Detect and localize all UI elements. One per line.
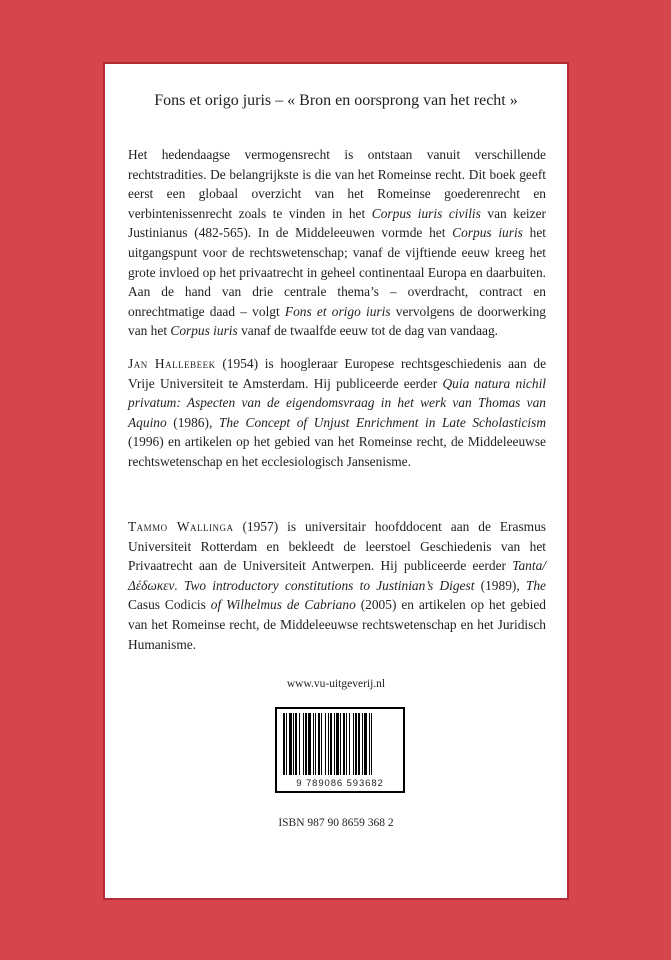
intro-text: het uitgangspunt voor de rechtswetenschap; vanaf de vijftiende eeuw kreeg het grote invloed op het privaatrecht in geheel continentaal Europa en daarbuiten. Aan de hand van drie centrale thema’s – overdracht, contract en onrechtmatige daad – volgt bbox=[128, 225, 546, 319]
barcode-bar bbox=[340, 713, 341, 775]
bio-text: (1996) en artikelen op het gebied van het Romeinse recht, de Middeleeuwse rechtswetenschap en het ecclesiologisch Jansenisme. bbox=[128, 434, 546, 469]
barcode-bar bbox=[343, 713, 345, 775]
intro-text: Het hedendaagse vermogensrecht is ontstaan vanuit verschillende rechtstradities. De belangrijkste is die van het Romeinse recht. Dit boek geeft eerst een globaal overzicht van het Romeinse goederenrecht en verbintenissenrecht zoals te vinden in het bbox=[128, 147, 546, 221]
intro-text: vervolgens de doorwerking van het bbox=[128, 303, 546, 339]
author-name: Jan Hallebeek bbox=[128, 356, 216, 371]
intro-italic: Corpus iuris civilis bbox=[371, 205, 481, 221]
barcode-bar bbox=[308, 713, 311, 775]
bio-text: (1986), bbox=[166, 414, 219, 430]
barcode-bar bbox=[358, 713, 360, 775]
bio-text: (1957) is universitair hoofddocent aan de Erasmus Universiteit Rotterdam en bekleedt de leerstoel Geschiedenis van het Privaatrecht aan de Universiteit Antwerpen. Hij publiceerde eerder bbox=[128, 519, 546, 574]
bio-text: Casus Codicis bbox=[128, 597, 211, 613]
bio-text: (2005) en artikelen op het gebied van het Romeinse recht, de Middeleeuwse rechtswetenschap en het Juridisch Humanisme. bbox=[128, 597, 546, 652]
isbn-barcode bbox=[275, 707, 405, 793]
author-bio-wallinga bbox=[128, 517, 546, 654]
barcode-bar bbox=[305, 713, 307, 775]
bio-italic: The bbox=[525, 577, 546, 593]
isbn-number: ISBN 987 90 8659 368 2 bbox=[278, 817, 394, 829]
barcode-bars-icon bbox=[281, 713, 399, 775]
barcode-bar bbox=[330, 713, 332, 775]
bio-text: (1954) is hoogleraar Europese rechtsgeschiedenis aan de Vrije Universiteit te Amsterdam. Hij publiceerde eerder bbox=[128, 356, 547, 391]
barcode-bar bbox=[325, 713, 326, 775]
barcode-bar bbox=[353, 713, 354, 775]
barcode-bar bbox=[371, 713, 372, 775]
book-subtitle: Fons et origo juris – « Bron en oorsprong van het recht » bbox=[154, 92, 518, 109]
barcode-bar bbox=[318, 713, 320, 775]
publisher-url[interactable]: www.vu-uitgeverij.nl bbox=[286, 678, 386, 690]
intro-italic: Corpus iuris bbox=[170, 323, 238, 339]
intro-italic: Fons et origo iuris bbox=[284, 303, 391, 319]
bio-italic: The Concept of Unjust Enrichment in Late Scholasticism bbox=[218, 414, 546, 430]
bio-text: (1989), bbox=[474, 577, 526, 593]
barcode-bar bbox=[369, 713, 370, 775]
barcode-bar bbox=[289, 713, 292, 775]
barcode-bar bbox=[313, 713, 314, 775]
barcode-bar bbox=[334, 713, 335, 775]
barcode-bar bbox=[295, 713, 297, 775]
barcode-bar bbox=[364, 713, 367, 775]
intro-paragraph bbox=[128, 145, 546, 341]
barcode-bar bbox=[293, 713, 294, 775]
barcode-number: 9 789086 593682 bbox=[296, 778, 384, 789]
barcode-bar bbox=[286, 713, 287, 775]
barcode-bar bbox=[336, 713, 339, 775]
back-cover-panel bbox=[103, 62, 569, 900]
barcode-bar bbox=[299, 713, 300, 775]
intro-text: vanaf de twaalfde eeuw tot de dag van vandaag. bbox=[237, 323, 499, 339]
author-bio-hallebeek bbox=[128, 354, 546, 472]
bio-italic: of Wilhelmus de Cabriano bbox=[210, 597, 356, 613]
barcode-bar bbox=[362, 713, 363, 775]
intro-italic: Corpus iuris bbox=[452, 225, 523, 241]
barcode-bar bbox=[355, 713, 357, 775]
barcode-bar bbox=[283, 713, 285, 775]
barcode-bar bbox=[349, 713, 350, 775]
bio-italic: Quia natura nichil privatum: Aspecten van de eigendomsvraag in het werk van Thomas van Aquino bbox=[128, 375, 547, 430]
barcode-bar bbox=[315, 713, 316, 775]
intro-text: van keizer Justinianus (482-565). In de Middeleeuwen vormde het bbox=[128, 205, 546, 241]
barcode-bar bbox=[346, 713, 347, 775]
barcode-bar bbox=[321, 713, 322, 775]
author-name: Tammo Wallinga bbox=[128, 519, 234, 534]
barcode-bar bbox=[303, 713, 304, 775]
barcode-bar bbox=[328, 713, 329, 775]
bio-italic: Tanta/Δέδωκεν. Two introductory constitutions to Justinian’s Digest bbox=[128, 558, 546, 593]
